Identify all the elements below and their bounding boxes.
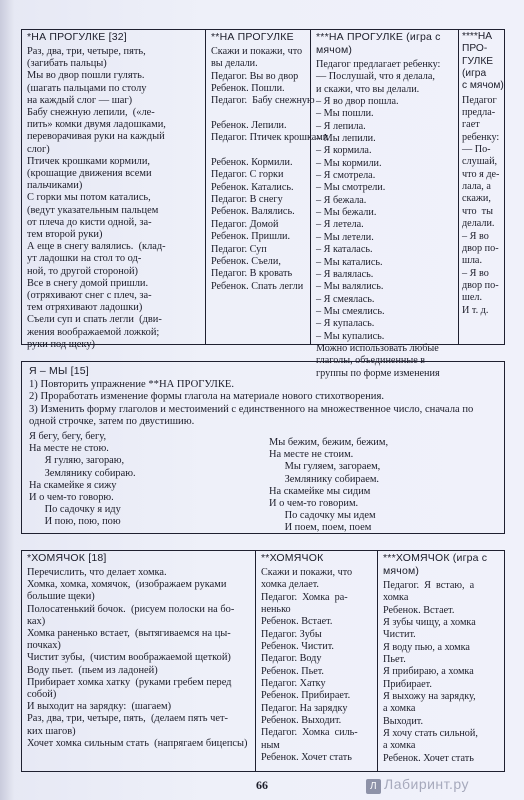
poem-line: На месте не стоим. — [269, 449, 354, 461]
text-line: что ты — [462, 205, 493, 217]
poem-line: По садочку я иду — [29, 504, 121, 516]
text-line: Педагог. Бабу снежную — [211, 95, 315, 107]
instruction-item: 1) Повторить упражнение **НА ПРОГУЛКЕ. — [29, 379, 235, 390]
text-line: – Мы купались. — [316, 330, 385, 342]
text-line: Ребенок. Хочет стать — [261, 752, 352, 764]
text-lines — [383, 580, 499, 765]
text-line: — Послушай, что я делала, — [316, 71, 435, 83]
instruction-list — [29, 379, 498, 429]
text-line: (отряхивают снег с плеч, за- — [27, 290, 152, 302]
text-lines — [27, 567, 251, 750]
column-1 — [22, 30, 205, 350]
text-line: – Мы катались. — [316, 256, 383, 268]
text-lines — [261, 567, 373, 765]
text-line: Ребенок. Валялись. — [211, 206, 295, 218]
title-line: ****НА — [462, 31, 493, 42]
text-line: шел. — [462, 292, 482, 304]
text-line: предла- — [462, 107, 496, 119]
poem-plural — [269, 437, 388, 535]
text-line: С горки мы потом катались, — [27, 192, 151, 204]
text-line: Скажи и покажи, что — [211, 46, 303, 57]
text-line: ках) — [27, 615, 46, 627]
text-line: Полосатенький бочок. (рисуем полоски на бо- — [27, 603, 235, 615]
text-line: – Я бежала. — [316, 194, 367, 206]
text-line: слушай, — [462, 156, 498, 168]
text-line: Бабу снежную лепили, («ле- — [27, 107, 155, 119]
instruction-item: одной строчке, затем по двустишию. — [29, 416, 195, 428]
text-line: Ребенок. Встает. — [261, 616, 333, 628]
text-line: группы по форме изменения — [316, 367, 440, 379]
text-line: Чистит зубы, (чистим воображаемой щеткой) — [27, 652, 231, 664]
watermark-logo — [366, 776, 469, 794]
text-line: Педагог. В снегу — [211, 194, 283, 206]
text-lines — [27, 46, 201, 351]
text-line: Педагог. Зубы — [261, 628, 322, 640]
text-line: и скажи, что вы делали. — [316, 83, 420, 95]
text-line: (крошащие движения всеми — [27, 168, 152, 180]
text-line: Раз, два, три, четыре, пять, (делаем пять чет- — [27, 713, 228, 725]
page-number: 66 — [256, 778, 268, 792]
text-line: Я хочу стать сильной, — [383, 728, 478, 740]
text-line: Педагог. Хомка силь- — [261, 727, 358, 739]
text-line: Выходит. — [383, 715, 424, 727]
column-1 — [22, 551, 255, 771]
title-na-progulke-4 — [462, 31, 502, 93]
section-ya-my — [21, 361, 505, 534]
text-line: ненько — [261, 604, 291, 616]
text-line: Мы во двор пошли гулять. — [27, 70, 145, 82]
text-line: Педагог. В кровать — [211, 268, 293, 280]
text-line: – Я кормила. — [316, 145, 372, 157]
text-line: а хомка — [383, 703, 416, 715]
text-line: – Я смотрела. — [316, 170, 376, 182]
text-line: ным — [261, 739, 280, 751]
poem-line: Я гуляю, загораю, — [29, 455, 125, 467]
text-line: Я прибираю, а хомка — [383, 666, 474, 678]
text-line: Перечислить, что делает хомка. — [27, 567, 167, 578]
text-line: Раз, два, три, четыре, пять, — [27, 46, 146, 57]
text-line: Ребенок. Встает. — [383, 604, 455, 616]
text-line: Ребенок. Лепили. — [211, 120, 287, 132]
text-line: Ребенок. Выходит. — [261, 715, 342, 727]
column-2 — [205, 30, 329, 344]
text-line: Ребенок. Пошли. — [211, 83, 285, 95]
title-na-progulke-1: *НА ПРОГУЛКЕ [32] — [27, 31, 127, 43]
text-line: жения воображаемой ложкой; — [27, 326, 160, 338]
text-line: (шагать пальцами по столу — [27, 82, 147, 94]
text-line: тем отряхивают ладошки) — [27, 302, 143, 314]
page-spine-shadow — [0, 0, 14, 800]
text-line: Я зубы чищу, а хомка — [383, 617, 476, 629]
text-line: Ребенок. Катались. — [211, 181, 294, 193]
text-line: Педагог. С горки — [211, 169, 284, 181]
text-line: тем второй руки) — [27, 229, 103, 241]
title-line: с мячом) — [462, 80, 504, 92]
poem-line: И о чем-то говорим. — [269, 498, 359, 510]
text-line: Педагог предлагает ребенку: — [316, 59, 441, 70]
column-4 — [458, 30, 503, 344]
text-line: хомка делает. — [261, 579, 319, 591]
text-line: делали. — [462, 218, 495, 230]
text-line: (загибать пальцы) — [27, 58, 107, 70]
text-line: от плеча до кисти одной, за- — [27, 216, 152, 228]
text-line: Чистит. — [383, 629, 416, 641]
text-line: шла. — [462, 255, 482, 267]
title-homyachok-1: *ХОМЯЧОК [18] — [27, 552, 107, 564]
text-line: Пьет. — [383, 654, 406, 666]
text-line: Педагог. Хомка ра- — [261, 591, 348, 603]
text-line: Птичек крошками кормили, — [27, 155, 150, 167]
text-line: Ребенок. Хочет стать — [383, 752, 474, 764]
text-line: Съели суп и спать легли (дви- — [27, 314, 162, 326]
section-homyachok — [21, 550, 505, 772]
text-line: Ребенок. Спать легли — [211, 280, 304, 292]
text-lines — [211, 46, 329, 293]
text-lines — [462, 95, 502, 317]
poem-line: На месте не стою. — [29, 443, 109, 455]
text-line — [211, 145, 306, 157]
poem-line: И поем, поем, поем — [269, 522, 372, 534]
text-line: большие щеки) — [27, 591, 95, 603]
text-line: – Мы смеялись. — [316, 305, 385, 317]
poem-line: И пою, пою, пою — [29, 516, 121, 528]
text-line: скажи, — [462, 193, 491, 205]
title-homyachok-2: **ХОМЯЧОК — [261, 552, 324, 564]
text-line: Воду пьет. (пьем из ладоней) — [27, 664, 158, 676]
text-line: – Мы бежали. — [316, 207, 377, 219]
text-line: переворачивая руки на каждый — [27, 131, 165, 143]
text-line: – Мы валялись. — [316, 281, 384, 293]
text-line: Хомка раненько встает, (вытягиваемся на цы- — [27, 628, 231, 640]
text-line: Прибирает хомка хатку (руками гребем перед — [27, 676, 232, 688]
poem-line: На скамейке я сижу — [29, 479, 117, 491]
text-line: И т. д. — [462, 304, 489, 316]
text-line: Я выхожу на зарядку, — [383, 691, 476, 703]
text-line: ут ладошки на стол то од- — [27, 253, 142, 265]
text-line: Ребенок. Прибирает. — [261, 690, 351, 702]
text-line: – Мы летели. — [316, 231, 374, 243]
column-3 — [377, 551, 503, 771]
title-homyachok-3: ***ХОМЯЧОК (игра с мячом) — [383, 552, 488, 577]
text-line: что я де- — [462, 168, 500, 180]
text-line: хомка — [383, 592, 409, 604]
text-line: – Мы кормили. — [316, 157, 382, 169]
text-line: ребенку: — [462, 131, 500, 143]
text-line: пить» комки двумя ладошками, — [27, 119, 166, 131]
text-line: Педагог. Я встаю, а — [383, 580, 475, 591]
poem-line: Мы гуляем, загораем, — [269, 461, 381, 473]
poem-line: Мы бежим, бежим, бежим, — [269, 437, 389, 448]
text-line: Педагог. Птичек крошками — [211, 132, 329, 144]
poem-line: Землянику собираю. — [29, 467, 136, 479]
text-line: А еще в снегу валялись. (клад- — [27, 241, 166, 253]
text-line: Ребенок. Пьет. — [261, 665, 324, 677]
text-line: Хочет хомка сильным стать (напрягаем бицепсы) — [27, 737, 248, 749]
text-line: Педагог. Домой — [211, 218, 279, 230]
text-line: а хомка — [383, 740, 416, 752]
text-line: Все в снегу домой пришли. — [27, 277, 149, 289]
text-line: – Мы лепили. — [316, 133, 376, 145]
column-2 — [255, 551, 377, 771]
title-line: ПРО- — [462, 43, 488, 55]
text-line: лала, а — [462, 181, 491, 193]
column-3 — [310, 30, 458, 379]
text-line: — По- — [462, 144, 491, 156]
text-line: пальчиками) — [27, 180, 83, 192]
title-na-progulke-3: ***НА ПРОГУЛКЕ (игра с мячом) — [316, 31, 441, 56]
poem-line: И о чем-то говорю. — [29, 492, 114, 504]
title-na-progulke-2: **НА ПРОГУЛКЕ — [211, 31, 294, 43]
text-line: – Я купалась. — [316, 318, 375, 330]
text-line: Педагог. Вы во двор — [211, 70, 299, 82]
text-line — [211, 108, 306, 120]
text-line: – Я летела. — [316, 219, 364, 231]
text-line: глаголы, объединенные в — [316, 355, 426, 367]
text-line: гает — [462, 119, 480, 131]
title-ya-my: Я – МЫ [15] — [29, 365, 89, 377]
text-line: – Я лепила. — [316, 120, 366, 132]
text-line: собой) — [27, 689, 57, 701]
text-line: Ребенок. Съели, — [211, 255, 281, 267]
text-line: Прибирает. — [383, 678, 432, 690]
watermark-badge: Л — [366, 779, 381, 794]
watermark-text: Лабиринт.ру — [384, 776, 470, 792]
text-line: – Я каталась. — [316, 244, 373, 256]
text-line: двор по- — [462, 279, 499, 291]
poem-line: Землянику собираем. — [269, 473, 380, 485]
text-line: Я воду пью, а хомка — [383, 641, 470, 653]
text-line: – Я во двор пошла. — [316, 96, 399, 108]
text-line: Педагог — [462, 94, 497, 106]
text-line: ких шагов) — [27, 725, 76, 737]
instruction-item: 3) Изменить форму глаголов и местоимений с единственного на множественное число, сначала по — [29, 403, 474, 415]
text-line: – Я во — [462, 230, 489, 242]
text-line: Ребенок. Чистит. — [261, 641, 334, 653]
text-line: Педагог. Воду — [261, 653, 322, 665]
text-line: – Я во — [462, 267, 489, 279]
text-line: на каждый слог — шаг) — [27, 94, 133, 106]
text-line: Ребенок. Пришли. — [211, 231, 291, 243]
text-line: – Мы смотрели. — [316, 182, 386, 194]
text-line: руки под щеку) — [27, 338, 95, 350]
poem-line: Я бегу, бегу, бегу, — [29, 431, 107, 442]
text-line: слог) — [27, 143, 50, 155]
text-line: (ведут указательным пальцем — [27, 204, 159, 216]
text-line: Хомка, хомка, хомячок, (изображаем руками — [27, 579, 227, 591]
text-line: двор по- — [462, 242, 499, 254]
text-line: – Мы пошли. — [316, 108, 374, 120]
text-line: вы делали. — [211, 58, 258, 70]
text-line: почках) — [27, 640, 61, 652]
poem-line: На скамейке мы сидим — [269, 485, 371, 497]
text-line: Скажи и покажи, что — [261, 567, 353, 578]
text-line: Педагог. Хатку — [261, 678, 326, 690]
text-line: – Я валялась. — [316, 268, 374, 280]
poem-line: По садочку мы идем — [269, 510, 376, 522]
text-line: Ребенок. Кормили. — [211, 157, 293, 169]
text-line: И выходит на зарядку: (шагаем) — [27, 701, 172, 713]
text-lines — [316, 59, 454, 380]
title-line: ГУЛКЕ — [462, 55, 494, 67]
instruction-item: 2) Проработать изменение формы глагола на материале нового стихотворения. — [29, 391, 384, 403]
text-line: ной, то другой стороной) — [27, 265, 138, 277]
text-line: Педагог. На зарядку — [261, 702, 348, 714]
title-line: (игра — [462, 68, 487, 80]
text-line: – Я смеялась. — [316, 293, 375, 305]
text-line: Можно использовать любые — [316, 342, 439, 354]
text-line: Педагог. Суп — [211, 243, 267, 255]
poem-singular — [29, 431, 136, 529]
